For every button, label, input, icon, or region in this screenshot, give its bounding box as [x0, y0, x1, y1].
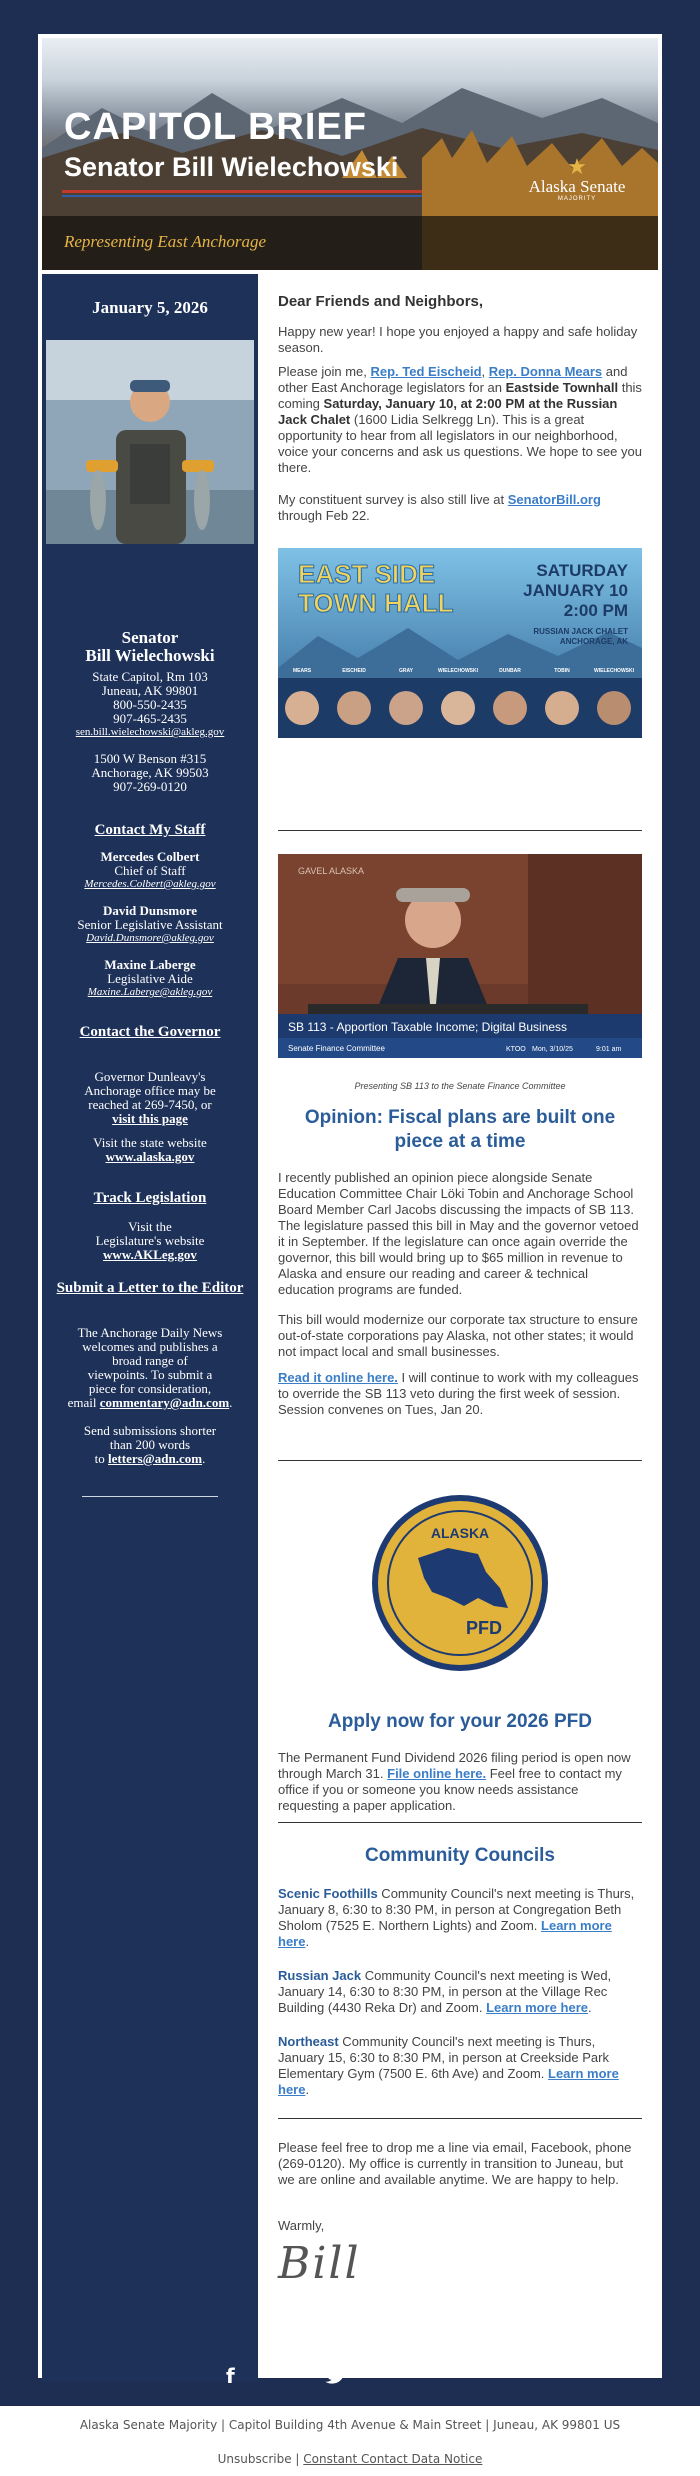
council-scenic-foothills: Scenic Foothills Community Council's next meeting is Thurs, January 8, 6:30 to 8:30 PM, in person at Congregation Beth Sholom (7525 E. Northern Lights) and Zoom. Learn more here. — [278, 1886, 635, 1949]
star-icon: ★ — [567, 154, 587, 179]
video-network: KTOO — [506, 1046, 526, 1053]
svg-text:MEARS: MEARS — [292, 668, 312, 674]
rep-eischeid-link[interactable]: Rep. Ted Eischeid — [370, 364, 482, 379]
staff-email-link[interactable]: Maxine.Laberge@akleg.gov — [87, 986, 213, 998]
staff-email-link[interactable]: Mercedes.Colbert@akleg.gov — [84, 878, 216, 890]
staff-member: Mercedes Colbert Chief of Staff Mercedes.Colbert@akleg.gov — [50, 850, 250, 890]
header-banner — [42, 38, 658, 270]
townhall-day: SATURDAY — [536, 561, 628, 580]
townhall-date: JANUARY 10 — [523, 581, 628, 600]
senator-email-link[interactable]: sen.bill.wielechowski@akleg.gov — [75, 726, 225, 738]
track-heading: Track Legislation — [93, 1190, 207, 1206]
sidebar — [42, 274, 258, 2382]
council-northeast: Northeast Community Council's next meeting is Thurs, January 15, 6:30 to 8:30 PM, in person at Creekside Park Elementary Gym (7500 E. 6th Ave) and Zoom. Learn more here. — [278, 2034, 619, 2097]
video-time: 9:01 am — [596, 1046, 622, 1053]
tagline-bar — [42, 216, 658, 270]
footer-links: Unsubscribe | Constant Contact Data Notice — [217, 2452, 483, 2466]
learn-more-link[interactable]: Learn more here — [486, 2000, 588, 2015]
pfd-heading: Apply now for your 2026 PFD — [328, 1711, 592, 1732]
townhall-paragraph: Please join me, Rep. Ted Eischeid, Rep. Donna Mears and other East Anchorage legislators for an Eastside Townhall this coming Saturday, January 10, at 2:00 PM at the Russian Jack Chalet (1600 Lidia Selkregg Ln). This is a great opportunity to hear from all legislators in our neighborhood, voice your concerns and ask us questions. We hope to see you there. — [278, 364, 642, 475]
svg-text:EISCHEID: EISCHEID — [342, 668, 366, 674]
letter-text: The Anchorage Daily News welcomes and publishes a broad range of viewpoints. To submit a piece for consideration, email commentary@adn.com. — [67, 1325, 233, 1410]
townhall-time: 2:00 PM — [563, 601, 628, 620]
subscribe-link[interactable]: SUBSCRIBE — [436, 2366, 518, 2381]
community-councils-heading: Community Councils — [364, 1845, 555, 1866]
opinion-paragraph-1: I recently published an opinion piece alongside Senate Education Committee Chair Löki Tobin and Anchorage School Board Member Carl Jacobs discussing the impacts of SB 113. The legislature passed this bill in May and the governor vetoed it in September. If the legislature can once again override the governor, this bill would bring up to $65 million in revenue to Alaska and ensure our reading and career & technical education programs are funded. — [278, 1170, 639, 1297]
greeting: Dear Friends and Neighbors, — [278, 293, 484, 310]
townhall-city: ANCHORAGE, AK — [559, 637, 628, 646]
opinion-heading: Opinion: Fiscal plans are built one piece at a time — [304, 1107, 616, 1152]
staff-member: Maxine Laberge Legislative Aide Maxine.Laberge@akleg.gov — [50, 958, 250, 998]
juneau-address: State Capitol, Rm 103 Juneau, AK 99801 800-550-2435 907-465-2435 sen.bill.wielechowski@akleg.gov — [50, 670, 250, 738]
anchorage-address: 1500 W Benson #315 Anchorage, AK 99503 907-269-0120 — [91, 751, 209, 794]
section-divider — [278, 830, 642, 831]
footer — [0, 2406, 700, 2476]
governor-text: Governor Dunleavy's Anchorage office may be reached at 269-7450, or visit this page — [50, 1070, 250, 1126]
signature: Bill — [278, 2238, 361, 2289]
svg-text:WIELECHOWSKI: WIELECHOWSKI — [438, 668, 478, 674]
senator-name: Bill Wielechowski — [85, 646, 215, 665]
pfd-logo-top: ALASKA — [430, 1525, 490, 1541]
red-divider — [62, 190, 422, 193]
video-chyron: SB 113 - Apportion Taxable Income; Digital Business — [288, 1020, 568, 1034]
section-divider — [278, 1460, 642, 1461]
governor-heading: Contact the Governor — [79, 1024, 221, 1040]
intro-paragraph: Happy new year! I hope you enjoyed a happy and safe holiday season. — [278, 324, 638, 355]
photo-caption: Presenting SB 113 to the Senate Finance Committee — [354, 1081, 566, 1091]
learn-more-link[interactable]: Learn more here — [278, 2066, 619, 2097]
opinion-paragraph-3: Read it online here. I will continue to work with my colleagues to override the SB 113 veto during the first week of session. Session convenes on Tues, Jan 20. — [278, 1370, 639, 1417]
council-russian-jack: Russian Jack Community Council's next meeting is Wed, January 14, 6:30 to 8:30 PM, in person at the Village Rec Building (4430 Reka Dr) and Zoom. Learn more here. — [278, 1968, 612, 2015]
track-text: Visit the Legislature's website www.AKLeg.gov — [50, 1220, 250, 1262]
governor-page-link[interactable]: visit this page — [112, 1111, 188, 1126]
read-online-link[interactable]: Read it online here. — [278, 1370, 398, 1385]
townhall-flyer-image[interactable] — [278, 548, 642, 738]
submission-text: Send submissions shorter than 200 words to letters@adn.com. — [83, 1423, 217, 1466]
sidebar-divider — [82, 1496, 218, 1497]
video-date: Mon, 3/10/25 — [532, 1046, 573, 1053]
senate-finance-video-still[interactable] — [278, 854, 642, 1058]
pfd-paragraph: The Permanent Fund Dividend 2026 filing period is open now through March 31. File online here. Feel free to contact my office if you or someone you know needs assistance requesting a paper application. — [278, 1750, 631, 1813]
alaska-gov-link[interactable]: www.alaska.gov — [105, 1149, 195, 1164]
section-divider — [278, 1822, 642, 1823]
letter-heading: Submit a Letter to the Editor — [56, 1280, 244, 1296]
issue-date: January 5, 2026 — [92, 298, 208, 317]
video-committee: Senate Finance Committee — [288, 1044, 385, 1053]
sign-off: Warmly, — [278, 2218, 325, 2233]
akleg-link[interactable]: www.AKLeg.gov — [103, 1247, 197, 1262]
svg-text:GRAY: GRAY — [399, 668, 413, 674]
letters-email-link[interactable]: letters@adn.com — [108, 1451, 203, 1466]
alaska-senate-logo: ★ Alaska Senate MAJORITY — [522, 156, 632, 202]
staff-heading: Contact My Staff — [94, 822, 206, 838]
state-website: Visit the state website www.alaska.gov — [50, 1136, 250, 1164]
svg-text:TOBIN: TOBIN — [554, 668, 570, 674]
townhall-title-line2: TOWN HALL — [298, 588, 454, 618]
townhall-venue: RUSSIAN JACK CHALET — [533, 627, 628, 636]
senatorbill-link[interactable]: SenatorBill.org — [507, 492, 601, 507]
opinion-paragraph-2: This bill would modernize our corporate tax structure to ensure out-of-state corporations pay Alaska, not other states; it would not impact local and small businesses. — [278, 1312, 638, 1359]
rep-mears-link[interactable]: Rep. Donna Mears — [488, 364, 603, 379]
senator-contact — [50, 629, 250, 665]
townhall-title-line1: EAST SIDE — [298, 559, 436, 589]
blue-divider — [62, 195, 422, 197]
commentary-email-link[interactable]: commentary@adn.com — [99, 1395, 230, 1410]
channel-watermark: GAVEL ALASKA — [298, 866, 365, 876]
svg-text:DUNBAR: DUNBAR — [499, 668, 521, 674]
file-online-link[interactable]: File online here. — [387, 1766, 487, 1781]
svg-text:WIELECHOWSKI: WIELECHOWSKI — [594, 668, 634, 674]
senator-title: Senator — [121, 628, 179, 647]
twitter-icon[interactable] — [325, 2366, 347, 2384]
data-notice-link[interactable]: Constant Contact Data Notice — [303, 2452, 483, 2466]
staff-member: David Dunsmore Senior Legislative Assistant David.Dunsmore@akleg.gov — [50, 904, 250, 944]
facebook-icon[interactable]: f — [226, 2364, 235, 2388]
pfd-logo-image — [368, 1488, 552, 1678]
unsubscribe-link[interactable]: Unsubscribe — [217, 2452, 292, 2466]
learn-more-link[interactable]: Learn more here — [278, 1918, 612, 1949]
senator-name-title: Senator Bill Wielechowski — [64, 152, 399, 182]
newsletter-frame — [38, 34, 662, 2378]
tagline: Representing East Anchorage — [64, 232, 267, 251]
senator-photo — [46, 340, 254, 544]
newsletter-title: CAPITOL BRIEF — [64, 106, 367, 148]
survey-paragraph: My constituent survey is also still live at SenatorBill.org through Feb 22. — [278, 492, 601, 523]
closing-paragraph: Please feel free to drop me a line via email, Facebook, phone (269-0120). My office is currently in transition to Juneau, but we are online and available anytime. We are happy to help. — [278, 2140, 632, 2187]
footer-address: Alaska Senate Majority | Capitol Building 4th Avenue & Main Street | Juneau, AK 99801 US — [79, 2418, 621, 2432]
social-bar — [0, 2352, 700, 2396]
pfd-logo-bottom: PFD — [466, 1618, 502, 1638]
staff-email-link[interactable]: David.Dunsmore@akleg.gov — [86, 932, 214, 944]
section-divider — [278, 2118, 642, 2119]
